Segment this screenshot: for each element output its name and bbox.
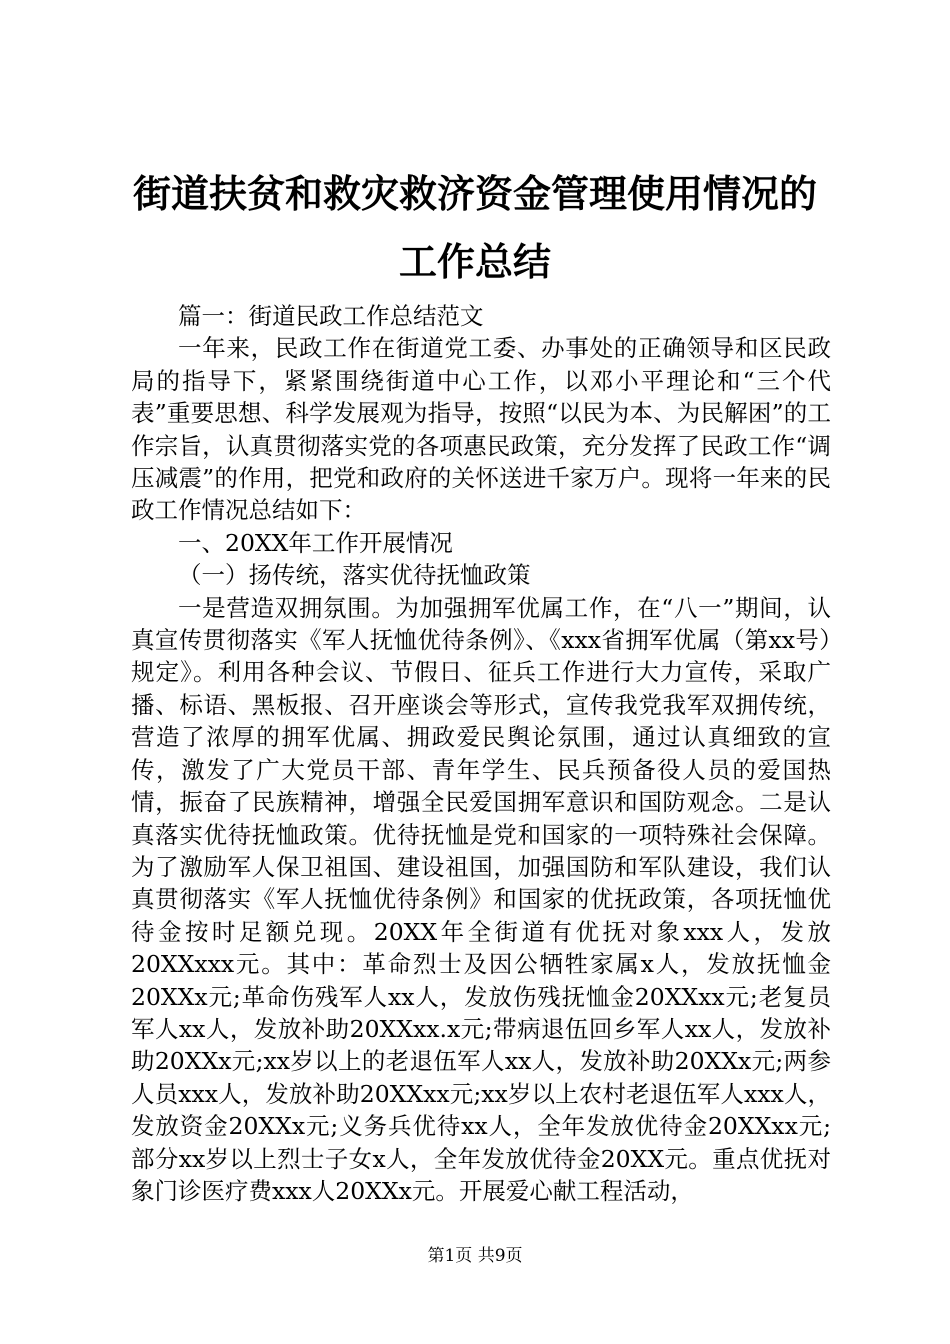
- document-title: 街道扶贫和救灾救济资金管理使用情况的工作总结: [132, 172, 817, 284]
- body-paragraph: 一年来，民政工作在街道党工委、办事处的正确领导和区民政局的指导下，紧紧围绕街道中心工作，以邓小平理论和“三个代表”重要思想、科学发展观为指导，按照“以民为本、为民解困”的工作宗旨，认真贯彻落实党的各项惠民政策，充分发挥了民政工作“调压减震”的作用，把党和政府的关怀送进千家万户。现将一年来的民政工作情况总结如下：: [131, 334, 831, 525]
- section-heading: 一、20XX年工作开展情况: [178, 528, 453, 557]
- page-number-footer: 第1页 共9页: [427, 1246, 523, 1266]
- body-paragraph: 一是营造双拥氛围。为加强拥军优属工作，在“八一”期间，认真宣传贯彻落实《军人抚恤优待条例》、《xxx省拥军优属（第xx号）规定》。利用各种会议、节假日、征兵工作进行大力宣传，采取广播、标语、黑板报、召开座谈会等形式，宣传我党我军双拥传统，营造了浓厚的拥军优属、拥政爱民舆论氛围，通过认真细致的宣传，激发了广大党员干部、青年学生、民兵预备役人员的爱国热情，振奋了民族精神，增强全民爱国拥军意识和国防观念。二是认真落实优待抚恤政策。优待抚恤是党和国家的一项特殊社会保障。为了激励军人保卫祖国、建设祖国，加强国防和军队建设，我们认真贯彻落实《军人抚恤优待条例》和国家的优抚政策，各项抚恤优待金按时足额兑现。20XX年全街道有优抚对象xxx人，发放20XXxxx元。其中：革命烈士及因公牺牲家属x人，发放抚恤金20XXx元;革命伤残军人xx人，发放伤残抚恤金20XXxx元;老复员军人xx人，发放补助20XXxx.x元;带病退伍回乡军人xx人，发放补助20XXx元;xx岁以上的老退伍军人xx人，发放补助20XXx元;两参人员xxx人，发放补助20XXxx元;xx岁以上农村老退伍军人xxx人，发放资金20XXx元;义务兵优待xx人，全年发放优待金20XXxx元;部分xx岁以上烈士子女x人，全年发放优待金20XX元。重点优抚对象门诊医疗费xxx人20XXx元。开展爱心献工程活动，: [131, 593, 831, 1205]
- section-heading: 篇一：街道民政工作总结范文: [178, 302, 484, 330]
- subsection-heading: （一）扬传统，落实优待抚恤政策: [178, 561, 531, 590]
- document-body: [131, 300, 831, 1207]
